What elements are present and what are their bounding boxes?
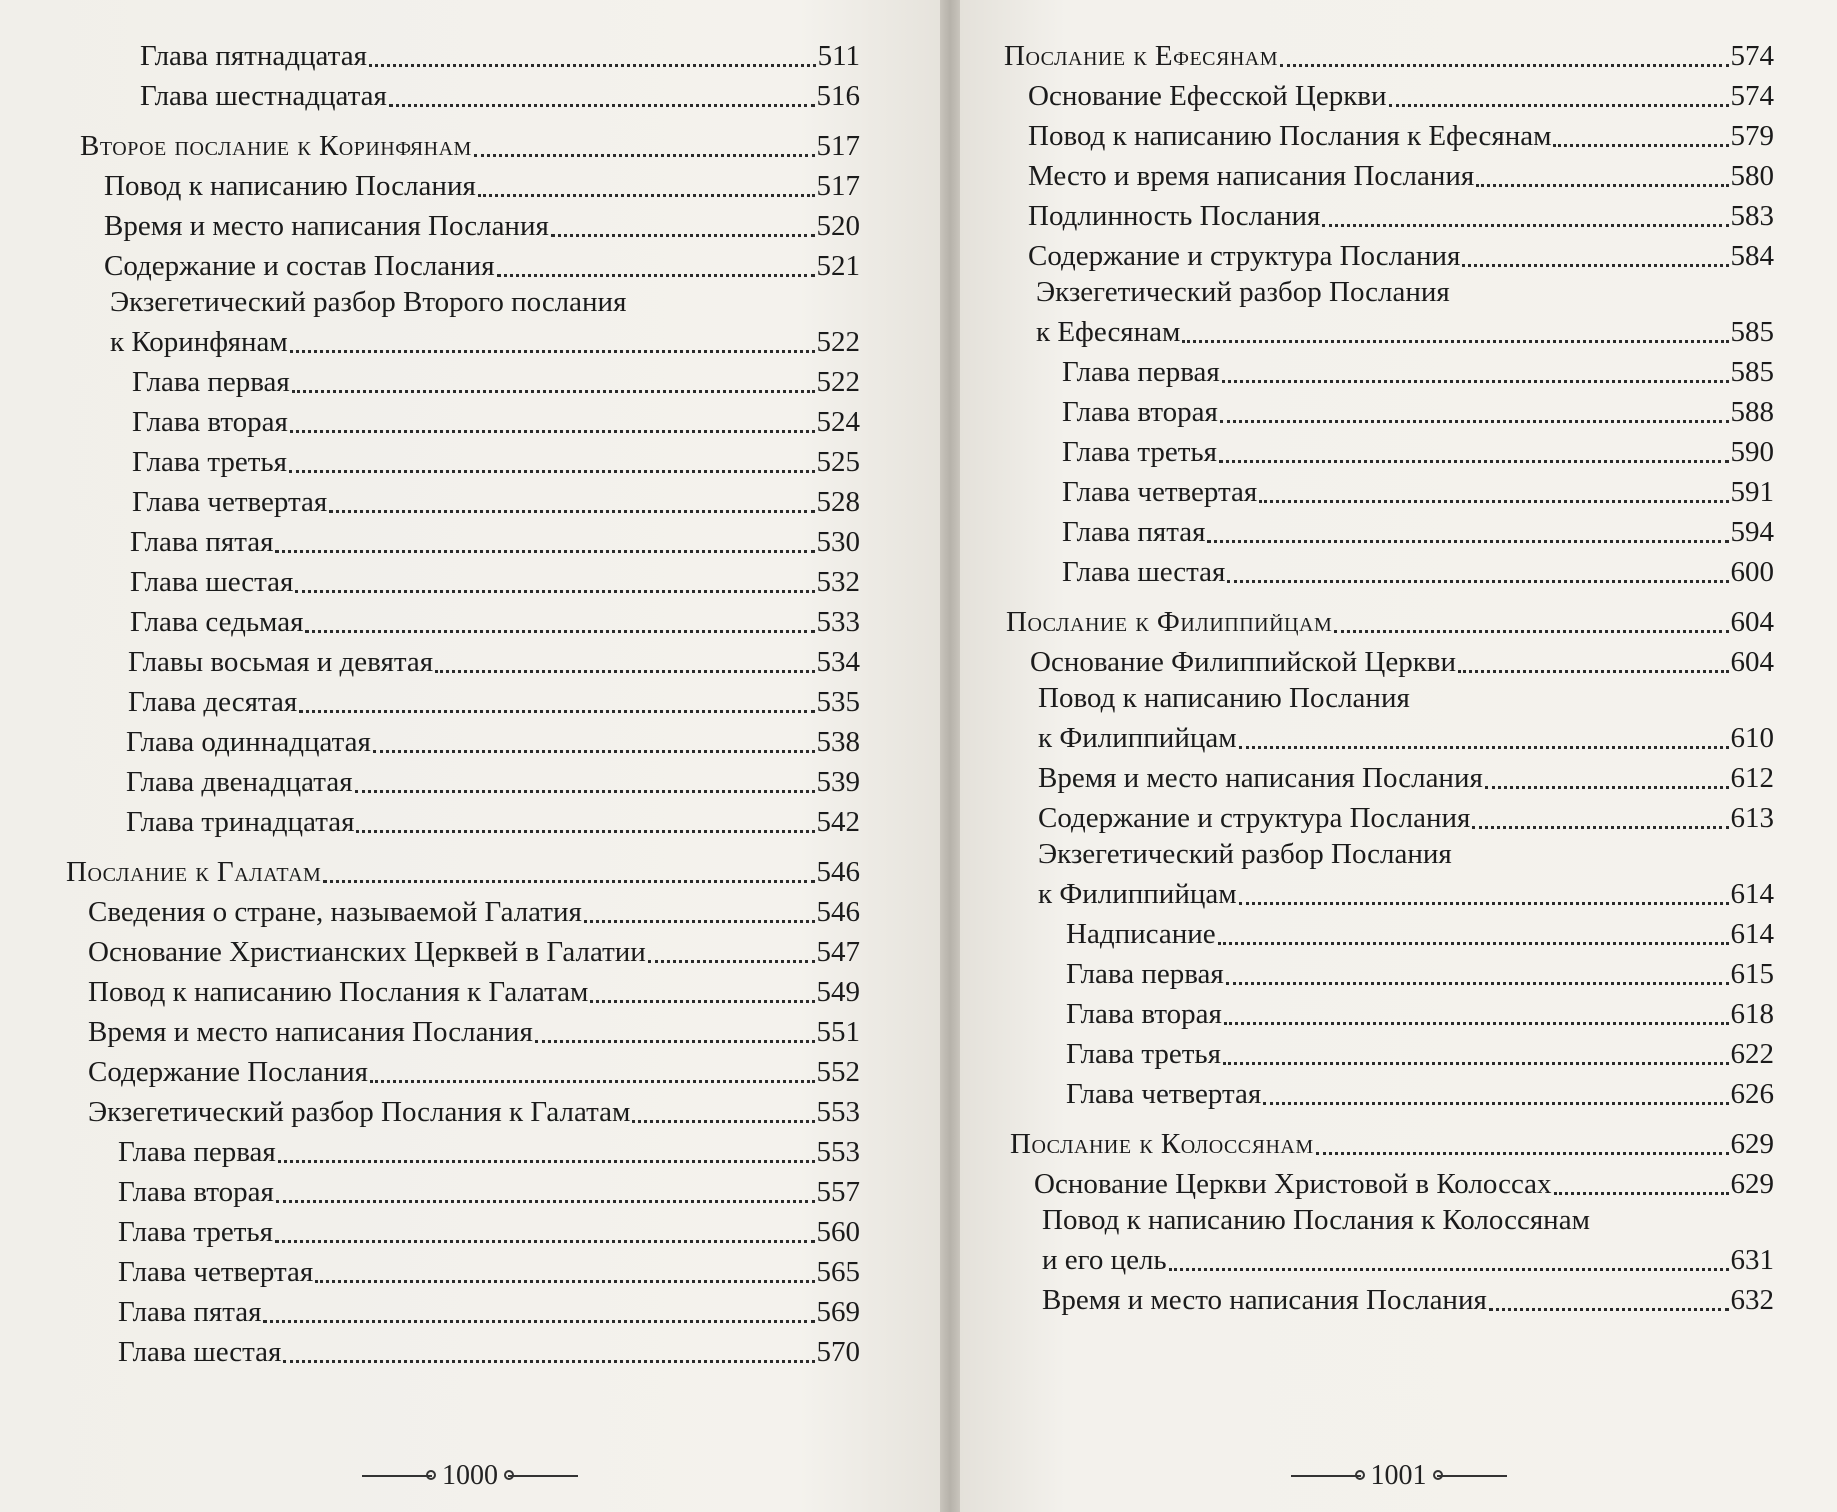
toc-entry-page: 525 xyxy=(816,446,860,478)
ornament-icon xyxy=(362,1475,432,1477)
toc-entry xyxy=(0,286,860,322)
toc-entry-title: Глава седьмая xyxy=(130,606,304,638)
dot-leader xyxy=(292,390,815,393)
toc-entry-title: Глава тринадцатая xyxy=(126,806,355,838)
page-number: 1000 xyxy=(442,1460,498,1491)
dot-leader xyxy=(299,710,814,713)
toc-entry xyxy=(960,602,1774,642)
toc-entry-page: 551 xyxy=(816,1016,860,1048)
toc-entry xyxy=(0,1092,860,1132)
toc-entry-page: 604 xyxy=(1730,606,1774,638)
dot-leader xyxy=(1280,64,1728,67)
toc-entry-title: Время и место написания Послания xyxy=(88,1016,533,1048)
toc-entry-page: 570 xyxy=(816,1336,860,1368)
dot-leader xyxy=(356,830,814,833)
toc-entry-title: Содержание Послания xyxy=(88,1056,368,1088)
dot-leader xyxy=(1322,224,1728,227)
toc-entry-title: Глава пятая xyxy=(130,526,274,558)
toc-entry-title: Время и место написания Послания xyxy=(1038,762,1483,794)
toc-entry xyxy=(960,156,1774,196)
toc-entry xyxy=(960,552,1774,592)
dot-leader xyxy=(497,274,815,277)
toc-entry-page: 511 xyxy=(817,40,860,72)
toc-entry-title: Повод к написанию Послания xyxy=(104,170,476,202)
dot-leader xyxy=(290,430,815,433)
toc-entry xyxy=(0,1132,860,1172)
dot-leader xyxy=(315,1280,814,1283)
toc-entry-title: Глава первая xyxy=(1062,356,1220,388)
toc-entry-title: Глава вторая xyxy=(1066,998,1222,1030)
toc-entry-page: 618 xyxy=(1730,998,1774,1030)
toc-entry-title: Сведения о стране, называемой Галатия xyxy=(88,896,582,928)
toc-entry xyxy=(0,1052,860,1092)
toc-entry xyxy=(960,642,1774,682)
toc-entry xyxy=(960,718,1774,758)
dot-leader xyxy=(1389,104,1729,107)
toc-entry-page: 574 xyxy=(1730,40,1774,72)
table-of-contents-right xyxy=(960,36,1774,1320)
toc-entry-page: 522 xyxy=(816,366,860,398)
toc-entry-page: 632 xyxy=(1730,1284,1774,1316)
toc-entry xyxy=(0,1252,860,1292)
toc-entry xyxy=(960,874,1774,914)
dot-leader xyxy=(535,1040,815,1043)
dot-leader xyxy=(648,960,815,963)
toc-entry-title: Глава четвертая xyxy=(118,1256,314,1288)
toc-entry-title: Глава четвертая xyxy=(1066,1078,1262,1110)
toc-entry-title: Глава третья xyxy=(118,1216,273,1248)
toc-entry-title: Глава двенадцатая xyxy=(126,766,353,798)
toc-entry xyxy=(0,682,860,722)
toc-entry-title: Место и время написания Послания xyxy=(1028,160,1475,192)
toc-entry xyxy=(0,126,860,166)
dot-leader xyxy=(1458,670,1728,673)
toc-entry xyxy=(0,892,860,932)
toc-entry-title: Послание к Филиппийцам xyxy=(1006,606,1333,638)
toc-entry-title: Экзегетический разбор Послания xyxy=(1038,838,1452,870)
dot-leader xyxy=(355,790,815,793)
toc-entry xyxy=(960,1074,1774,1114)
toc-entry-page: 588 xyxy=(1730,396,1774,428)
toc-entry xyxy=(960,472,1774,512)
toc-entry xyxy=(0,522,860,562)
toc-entry-page: 590 xyxy=(1730,436,1774,468)
toc-entry xyxy=(0,1212,860,1252)
toc-entry-page: 553 xyxy=(816,1096,860,1128)
toc-entry-title: Глава десятая xyxy=(128,686,298,718)
ornament-icon xyxy=(1291,1475,1361,1477)
toc-entry xyxy=(960,36,1774,76)
dot-leader xyxy=(1239,902,1729,905)
toc-entry-page: 583 xyxy=(1730,200,1774,232)
toc-entry xyxy=(0,1012,860,1052)
toc-entry-page: 585 xyxy=(1730,356,1774,388)
toc-entry-title: Главы восьмая и девятая xyxy=(128,646,434,678)
dot-leader xyxy=(369,64,816,67)
toc-entry-title: к Коринфянам xyxy=(110,326,288,358)
toc-entry-title: Основание Церкви Христовой в Колоссах xyxy=(1034,1168,1552,1200)
toc-entry-title: Глава четвертая xyxy=(1062,476,1258,508)
toc-entry xyxy=(960,1240,1774,1280)
toc-entry xyxy=(960,838,1774,874)
toc-entry-page: 533 xyxy=(816,606,860,638)
dot-leader xyxy=(276,1200,815,1203)
toc-entry xyxy=(960,1204,1774,1240)
toc-entry-page: 631 xyxy=(1730,1244,1774,1276)
toc-entry-page: 615 xyxy=(1730,958,1774,990)
toc-entry-title: и его цель xyxy=(1042,1244,1167,1276)
toc-entry-title: Глава вторая xyxy=(118,1176,274,1208)
toc-entry xyxy=(960,1280,1774,1320)
dot-leader xyxy=(1334,630,1728,633)
toc-entry xyxy=(960,1164,1774,1204)
dot-leader xyxy=(1182,340,1728,343)
toc-entry-page: 516 xyxy=(816,80,860,112)
toc-entry-title: Глава пятая xyxy=(1062,516,1206,548)
dot-leader xyxy=(263,1320,814,1323)
toc-entry xyxy=(960,512,1774,552)
toc-entry-title: Основание Ефесской Церкви xyxy=(1028,80,1387,112)
toc-entry xyxy=(0,76,860,116)
dot-leader xyxy=(1553,144,1728,147)
toc-entry-page: 522 xyxy=(816,326,860,358)
toc-entry-title: Содержание и состав Послания xyxy=(104,250,495,282)
toc-entry-title: Глава третья xyxy=(132,446,287,478)
toc-entry-title: Глава шестая xyxy=(130,566,294,598)
toc-entry-page: 557 xyxy=(816,1176,860,1208)
toc-entry xyxy=(0,642,860,682)
toc-entry-title: Глава первая xyxy=(1066,958,1224,990)
toc-entry-page: 569 xyxy=(816,1296,860,1328)
dot-leader xyxy=(584,920,815,923)
dot-leader xyxy=(1263,1102,1728,1105)
toc-entry-title: Глава одиннадцатая xyxy=(126,726,371,758)
toc-entry-page: 612 xyxy=(1730,762,1774,794)
toc-entry xyxy=(0,206,860,246)
toc-entry-title: Время и место написания Послания xyxy=(104,210,549,242)
toc-entry-page: 517 xyxy=(816,170,860,202)
toc-entry xyxy=(960,392,1774,432)
toc-entry xyxy=(960,758,1774,798)
toc-entry-title: Экзегетический разбор Послания к Галатам xyxy=(88,1096,631,1128)
toc-entry-page: 534 xyxy=(816,646,860,678)
toc-entry-page: 539 xyxy=(816,766,860,798)
toc-entry-title: Глава третья xyxy=(1062,436,1217,468)
toc-entry xyxy=(0,802,860,842)
toc-entry-page: 604 xyxy=(1730,646,1774,678)
toc-entry xyxy=(0,362,860,402)
toc-entry-page: 629 xyxy=(1730,1128,1774,1160)
toc-entry xyxy=(0,1172,860,1212)
toc-entry-title: Время и место написания Послания xyxy=(1042,1284,1487,1316)
dot-leader xyxy=(1207,540,1728,543)
toc-entry xyxy=(0,1292,860,1332)
page-footer-left xyxy=(0,1460,940,1492)
toc-entry xyxy=(0,322,860,362)
dot-leader xyxy=(474,154,815,157)
dot-leader xyxy=(551,234,815,237)
toc-entry-title: Послание к Галатам xyxy=(66,856,322,888)
dot-leader xyxy=(1485,786,1729,789)
dot-leader xyxy=(1219,460,1729,463)
toc-entry-page: 565 xyxy=(816,1256,860,1288)
toc-entry xyxy=(960,1034,1774,1074)
toc-entry-title: Повод к написанию Послания xyxy=(1038,682,1410,714)
toc-entry xyxy=(960,116,1774,156)
toc-entry xyxy=(0,852,860,892)
dot-leader xyxy=(278,1160,815,1163)
toc-entry-page: 542 xyxy=(816,806,860,838)
toc-entry-title: Экзегетический разбор Второго послания xyxy=(110,286,627,318)
dot-leader xyxy=(329,510,814,513)
toc-entry xyxy=(960,914,1774,954)
table-of-contents-left xyxy=(0,36,860,1372)
toc-entry-title: Основание Филиппийской Церкви xyxy=(1030,646,1457,678)
toc-entry-title: Повод к написанию Послания к Ефесянам xyxy=(1028,120,1552,152)
dot-leader xyxy=(323,880,814,883)
dot-leader xyxy=(1169,1268,1729,1271)
toc-entry xyxy=(0,762,860,802)
toc-entry-page: 530 xyxy=(816,526,860,558)
toc-entry xyxy=(960,312,1774,352)
dot-leader xyxy=(1226,982,1729,985)
toc-entry-title: Глава шестнадцатая xyxy=(140,80,387,112)
toc-entry-title: Содержание и структура Послания xyxy=(1028,240,1461,272)
toc-entry xyxy=(0,1332,860,1372)
toc-entry-page: 520 xyxy=(816,210,860,242)
dot-leader xyxy=(1223,1062,1729,1065)
toc-entry-title: Глава вторая xyxy=(132,406,288,438)
toc-entry-page: 600 xyxy=(1730,556,1774,588)
page-number: 1001 xyxy=(1370,1460,1427,1491)
toc-entry xyxy=(0,562,860,602)
dot-leader xyxy=(373,750,815,753)
toc-entry xyxy=(960,954,1774,994)
toc-entry-page: 549 xyxy=(816,976,860,1008)
dot-leader xyxy=(1554,1192,1729,1195)
dot-leader xyxy=(1462,264,1728,267)
dot-leader xyxy=(1227,580,1728,583)
toc-entry xyxy=(960,682,1774,718)
toc-entry xyxy=(0,932,860,972)
toc-entry-title: Глава вторая xyxy=(1062,396,1218,428)
toc-entry-title: Глава шестая xyxy=(118,1336,282,1368)
toc-entry-page: 553 xyxy=(816,1136,860,1168)
book-gutter xyxy=(940,0,960,1512)
toc-entry xyxy=(0,442,860,482)
dot-leader xyxy=(289,470,815,473)
dot-leader xyxy=(295,590,814,593)
toc-entry-page: 591 xyxy=(1730,476,1774,508)
toc-entry xyxy=(960,994,1774,1034)
toc-entry xyxy=(960,276,1774,312)
dot-leader xyxy=(435,670,814,673)
right-page xyxy=(960,0,1837,1512)
toc-entry-page: 594 xyxy=(1730,516,1774,548)
toc-entry-page: 580 xyxy=(1730,160,1774,192)
ornament-icon xyxy=(508,1475,578,1477)
toc-entry-title: Глава третья xyxy=(1066,1038,1221,1070)
dot-leader xyxy=(1316,1152,1729,1155)
toc-entry xyxy=(0,972,860,1012)
toc-entry xyxy=(0,482,860,522)
dot-leader xyxy=(478,194,815,197)
toc-entry-page: 614 xyxy=(1730,918,1774,950)
toc-entry-page: 521 xyxy=(816,250,860,282)
toc-entry-title: Глава четвертая xyxy=(132,486,328,518)
toc-entry-page: 614 xyxy=(1730,878,1774,910)
toc-entry-title: Экзегетический разбор Послания xyxy=(1036,276,1450,308)
toc-entry xyxy=(0,722,860,762)
toc-entry-title: Повод к написанию Послания к Галатам xyxy=(88,976,589,1008)
dot-leader xyxy=(370,1080,815,1083)
toc-entry-page: 517 xyxy=(816,130,860,162)
dot-leader xyxy=(1259,500,1728,503)
dot-leader xyxy=(1476,184,1728,187)
toc-entry-title: Послание к Колоссянам xyxy=(1010,1128,1314,1160)
toc-entry-title: Глава первая xyxy=(132,366,290,398)
toc-entry-title: Послание к Ефесянам xyxy=(1004,40,1279,72)
dot-leader xyxy=(1472,826,1728,829)
toc-entry xyxy=(960,432,1774,472)
dot-leader xyxy=(1489,1308,1729,1311)
toc-entry xyxy=(0,166,860,206)
toc-entry-page: 538 xyxy=(816,726,860,758)
toc-entry-title: к Ефесянам xyxy=(1036,316,1181,348)
dot-leader xyxy=(1218,942,1729,945)
dot-leader xyxy=(1224,1022,1729,1025)
toc-entry-page: 535 xyxy=(816,686,860,718)
toc-entry-title: к Филиппийцам xyxy=(1038,878,1237,910)
dot-leader xyxy=(590,1000,814,1003)
toc-entry-title: Основание Христианских Церквей в Галатии xyxy=(88,936,646,968)
dot-leader xyxy=(275,550,814,553)
toc-entry-page: 532 xyxy=(816,566,860,598)
toc-entry-title: Глава пятнадцатая xyxy=(140,40,367,72)
toc-entry-page: 626 xyxy=(1730,1078,1774,1110)
toc-entry xyxy=(960,352,1774,392)
toc-entry-page: 613 xyxy=(1730,802,1774,834)
dot-leader xyxy=(305,630,814,633)
toc-entry-title: Подлинность Послания xyxy=(1028,200,1321,232)
dot-leader xyxy=(283,1360,814,1363)
toc-entry xyxy=(960,1124,1774,1164)
dot-leader xyxy=(1239,746,1729,749)
toc-entry-page: 579 xyxy=(1730,120,1774,152)
toc-entry xyxy=(0,246,860,286)
toc-entry-page: 610 xyxy=(1730,722,1774,754)
toc-entry xyxy=(960,236,1774,276)
toc-entry-title: Надписание xyxy=(1066,918,1216,950)
toc-entry-page: 629 xyxy=(1730,1168,1774,1200)
toc-entry-page: 524 xyxy=(816,406,860,438)
toc-entry xyxy=(960,76,1774,116)
toc-entry-page: 585 xyxy=(1730,316,1774,348)
toc-entry-page: 574 xyxy=(1730,80,1774,112)
toc-entry-title: Второе послание к Коринфянам xyxy=(80,130,472,162)
toc-entry-page: 546 xyxy=(816,896,860,928)
dot-leader xyxy=(1220,420,1729,423)
toc-entry-page: 622 xyxy=(1730,1038,1774,1070)
toc-entry-page: 552 xyxy=(816,1056,860,1088)
toc-entry xyxy=(0,402,860,442)
dot-leader xyxy=(290,350,815,353)
dot-leader xyxy=(275,1240,815,1243)
toc-entry-title: Содержание и структура Послания xyxy=(1038,802,1471,834)
toc-entry-title: Глава пятая xyxy=(118,1296,262,1328)
page-footer-right xyxy=(960,1460,1837,1492)
toc-entry xyxy=(0,36,860,76)
toc-entry-title: Глава шестая xyxy=(1062,556,1226,588)
toc-entry-page: 547 xyxy=(816,936,860,968)
dot-leader xyxy=(632,1120,814,1123)
toc-entry xyxy=(960,798,1774,838)
toc-entry-page: 528 xyxy=(816,486,860,518)
toc-entry-page: 546 xyxy=(816,856,860,888)
toc-entry-title: Повод к написанию Послания к Колоссянам xyxy=(1042,1204,1590,1236)
toc-entry-page: 560 xyxy=(816,1216,860,1248)
toc-entry-title: к Филиппийцам xyxy=(1038,722,1237,754)
toc-entry xyxy=(0,602,860,642)
dot-leader xyxy=(1222,380,1729,383)
toc-entry xyxy=(960,196,1774,236)
toc-entry-page: 584 xyxy=(1730,240,1774,272)
dot-leader xyxy=(389,104,815,107)
ornament-icon xyxy=(1437,1475,1507,1477)
toc-entry-title: Глава первая xyxy=(118,1136,276,1168)
